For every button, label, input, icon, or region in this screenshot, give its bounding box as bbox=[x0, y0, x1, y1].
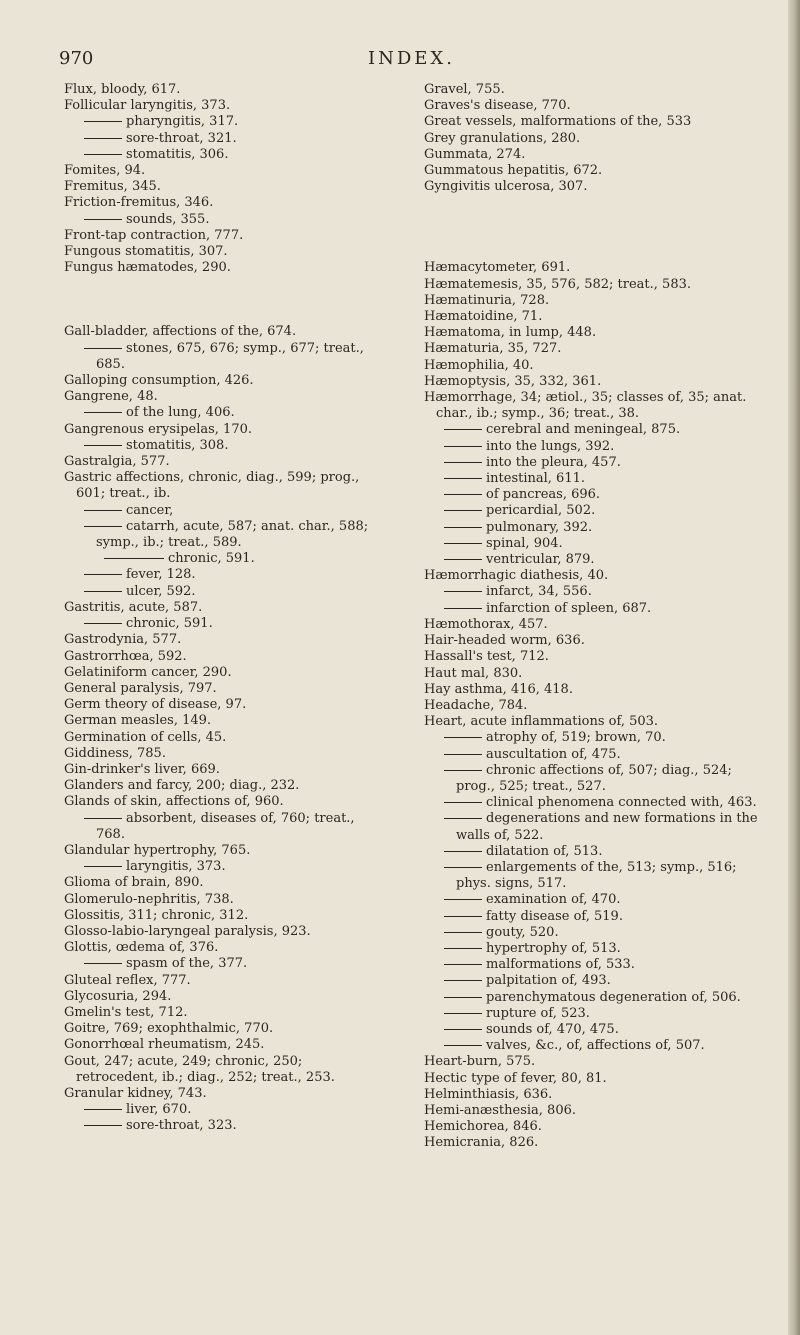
index-entry: Hæmatoma, in lump, 448. bbox=[424, 325, 597, 341]
index-subentry: liver, 670. bbox=[64, 1102, 380, 1118]
left-column bbox=[64, 82, 380, 1135]
index-entry: Friction-fremitus, 346. bbox=[64, 195, 214, 211]
index-subentry: into the pleura, 457. bbox=[424, 455, 764, 471]
section-gap bbox=[424, 195, 764, 244]
index-subentry: chronic, 591. bbox=[64, 551, 380, 567]
index-entry: Hæmophilia, 40. bbox=[424, 357, 534, 373]
index-entry: Hæmorrhage, 34; ætiol., 35; classes of, 35; anat. char., ib.; symp., 36; treat., 38. bbox=[424, 390, 747, 422]
index-entry: Gastrorrhœa, 592. bbox=[64, 648, 187, 664]
index-entry: Hectic type of fever, 80, 81. bbox=[424, 1070, 607, 1086]
index-entry: Gastric affections, chronic, diag., 599; prog., 601; treat., ib. bbox=[64, 470, 360, 502]
index-subentry: spinal, 904. bbox=[424, 536, 764, 552]
index-subentry: gouty, 520. bbox=[424, 925, 764, 941]
index-entry: Gravel, 755. bbox=[424, 82, 505, 97]
index-entry: Gangrene, 48. bbox=[64, 389, 158, 405]
index-entry: Follicular laryngitis, 373. bbox=[64, 98, 231, 114]
index-entry: Gyngivitis ulcerosa, 307. bbox=[424, 179, 588, 195]
index-subentry: spasm of the, 377. bbox=[64, 956, 380, 972]
index-subentry: cerebral and meningeal, 875. bbox=[424, 422, 764, 438]
index-entry: Fungous stomatitis, 307. bbox=[64, 244, 228, 260]
index-subentry: of pancreas, 696. bbox=[424, 487, 764, 503]
index-entry: Hay asthma, 416, 418. bbox=[424, 681, 573, 697]
index-subentry: pulmonary, 392. bbox=[424, 520, 764, 536]
index-subentry: infarction of spleen, 687. bbox=[424, 601, 764, 617]
index-subentry: pericardial, 502. bbox=[424, 503, 764, 519]
index-entry: Germination of cells, 45. bbox=[64, 729, 227, 745]
index-subentry: sore-throat, 321. bbox=[64, 131, 380, 147]
index-entry: Glottis, œdema of, 376. bbox=[64, 940, 219, 956]
index-entry: Glandular hypertrophy, 765. bbox=[64, 842, 251, 858]
index-entry: Hemicrania, 826. bbox=[424, 1135, 539, 1151]
index-entry: Fungus hæmatodes, 290. bbox=[64, 260, 231, 276]
index-subentry: chronic, 591. bbox=[64, 616, 380, 632]
index-entry: Hemichorea, 846. bbox=[424, 1119, 542, 1135]
index-subentry: enlargements of the, 513; symp., 516; phys. signs, 517. bbox=[424, 860, 764, 892]
index-subentry: sore-throat, 323. bbox=[64, 1118, 380, 1134]
index-subentry: fever, 128. bbox=[64, 567, 380, 583]
index-entry: Flux, bloody, 617. bbox=[64, 82, 181, 97]
index-entry: Fremitus, 345. bbox=[64, 179, 161, 195]
index-entry: Gastritis, acute, 587. bbox=[64, 599, 203, 615]
section-gap bbox=[424, 244, 764, 260]
index-entry: Glycosuria, 294. bbox=[64, 988, 172, 1004]
page-edge bbox=[788, 0, 800, 1335]
index-subentry: clinical phenomena connected with, 463. bbox=[424, 795, 764, 811]
index-subentry: absorbent, diseases of, 760; treat., 768. bbox=[64, 811, 380, 843]
index-subentry: stomatitis, 308. bbox=[64, 438, 380, 454]
index-entry: Hæmatemesis, 35, 576, 582; treat., 583. bbox=[424, 276, 691, 292]
index-entry: Gin-drinker's liver, 669. bbox=[64, 761, 220, 777]
index-subentry: of the lung, 406. bbox=[64, 405, 380, 421]
index-entry: Hair-headed worm, 636. bbox=[424, 633, 585, 649]
index-entry: General paralysis, 797. bbox=[64, 680, 217, 696]
index-subentry: palpitation of, 493. bbox=[424, 973, 764, 989]
index-subentry: ulcer, 592. bbox=[64, 584, 380, 600]
index-entry: Fomites, 94. bbox=[64, 163, 146, 179]
index-entry: Germ theory of disease, 97. bbox=[64, 697, 247, 713]
index-subentry: examination of, 470. bbox=[424, 892, 764, 908]
index-subentry: sounds, 355. bbox=[64, 212, 380, 228]
index-subentry: hypertrophy of, 513. bbox=[424, 941, 764, 957]
page-number: 970 bbox=[59, 48, 94, 69]
index-entry: Heart-burn, 575. bbox=[424, 1054, 536, 1070]
index-subentry: degenerations and new formations in the walls of, 522. bbox=[424, 811, 764, 843]
index-entry: Granular kidney, 743. bbox=[64, 1085, 207, 1101]
index-entry: Gummatous hepatitis, 672. bbox=[424, 163, 603, 179]
index-entry: Galloping consumption, 426. bbox=[64, 373, 254, 389]
index-entry: Hæmacytometer, 691. bbox=[424, 260, 571, 276]
index-subentry: fatty disease of, 519. bbox=[424, 909, 764, 925]
running-head: INDEX. bbox=[368, 48, 455, 69]
index-subentry: pharyngitis, 317. bbox=[64, 114, 380, 130]
index-entry: German measles, 149. bbox=[64, 713, 212, 729]
index-entry: Glosso-labio-laryngeal paralysis, 923. bbox=[64, 923, 311, 939]
index-subentry: stomatitis, 306. bbox=[64, 147, 380, 163]
index-entry: Glomerulo-nephritis, 738. bbox=[64, 891, 234, 907]
index-subentry: ventricular, 879. bbox=[424, 552, 764, 568]
index-subentry: auscultation of, 475. bbox=[424, 747, 764, 763]
index-subentry: atrophy of, 519; brown, 70. bbox=[424, 730, 764, 746]
index-entry: Giddiness, 785. bbox=[64, 745, 166, 761]
index-entry: Haut mal, 830. bbox=[424, 665, 523, 681]
index-subentry: dilatation of, 513. bbox=[424, 844, 764, 860]
index-entry: Goitre, 769; exophthalmic, 770. bbox=[64, 1021, 274, 1037]
index-entry: Gangrenous erysipelas, 170. bbox=[64, 421, 252, 437]
index-entry: Headache, 784. bbox=[424, 697, 528, 713]
index-entry: Hæmatinuria, 728. bbox=[424, 292, 550, 308]
index-subentry: stones, 675, 676; symp., 677; treat., 685. bbox=[64, 341, 380, 373]
index-entry: Glands of skin, affections of, 960. bbox=[64, 794, 284, 810]
index-entry: Gout, 247; acute, 249; chronic, 250; retrocedent, ib.; diag., 252; treat., 253. bbox=[64, 1053, 335, 1085]
index-subentry: valves, &c., of, affections of, 507. bbox=[424, 1038, 764, 1054]
index-entry: Gastralgia, 577. bbox=[64, 454, 170, 470]
index-entry: Hæmatoidine, 71. bbox=[424, 309, 543, 325]
index-entry: Hæmothorax, 457. bbox=[424, 616, 548, 632]
index-entry: Hæmoptysis, 35, 332, 361. bbox=[424, 373, 602, 389]
index-entry: Hæmaturia, 35, 727. bbox=[424, 341, 562, 357]
index-entry: Gmelin's test, 712. bbox=[64, 1004, 188, 1020]
index-subentry: sounds of, 470, 475. bbox=[424, 1022, 764, 1038]
index-subentry: rupture of, 523. bbox=[424, 1006, 764, 1022]
index-entry: Gonorrhœal rheumatism, 245. bbox=[64, 1037, 265, 1053]
index-entry: Hemi-anæsthesia, 806. bbox=[424, 1102, 577, 1118]
index-entry: Gelatiniform cancer, 290. bbox=[64, 664, 232, 680]
section-gap bbox=[64, 276, 380, 324]
index-subentry: into the lungs, 392. bbox=[424, 439, 764, 455]
index-entry: Glanders and farcy, 200; diag., 232. bbox=[64, 778, 300, 794]
index-subentry: laryngitis, 373. bbox=[64, 859, 380, 875]
index-entry: Gall-bladder, affections of the, 674. bbox=[64, 324, 297, 340]
index-entry: Helminthiasis, 636. bbox=[424, 1086, 553, 1102]
index-entry: Gluteal reflex, 777. bbox=[64, 972, 191, 988]
index-subentry: infarct, 34, 556. bbox=[424, 584, 764, 600]
index-subentry: intestinal, 611. bbox=[424, 471, 764, 487]
right-column bbox=[424, 82, 764, 1152]
index-entry: Hæmorrhagic diathesis, 40. bbox=[424, 568, 609, 584]
index-entry: Gummata, 274. bbox=[424, 146, 526, 162]
index-entry: Great vessels, malformations of the, 533 bbox=[424, 114, 692, 130]
index-subentry: catarrh, acute, 587; anat. char., 588; symp., ib.; treat., 589. bbox=[64, 519, 380, 551]
index-entry: Glioma of brain, 890. bbox=[64, 875, 204, 891]
index-subentry: malformations of, 533. bbox=[424, 957, 764, 973]
index-subentry: parenchymatous degeneration of, 506. bbox=[424, 990, 764, 1006]
index-entry: Graves's disease, 770. bbox=[424, 98, 571, 114]
index-subentry: cancer, bbox=[64, 503, 380, 519]
index-entry: Grey granulations, 280. bbox=[424, 130, 581, 146]
index-entry: Glossitis, 311; chronic, 312. bbox=[64, 907, 249, 923]
index-entry: Heart, acute inflammations of, 503. bbox=[424, 714, 659, 730]
index-entry: Hassall's test, 712. bbox=[424, 649, 549, 665]
index-entry: Gastrodynia, 577. bbox=[64, 632, 182, 648]
index-subentry: chronic affections of, 507; diag., 524; prog., 525; treat., 527. bbox=[424, 763, 764, 795]
index-entry: Front-tap contraction, 777. bbox=[64, 227, 244, 243]
